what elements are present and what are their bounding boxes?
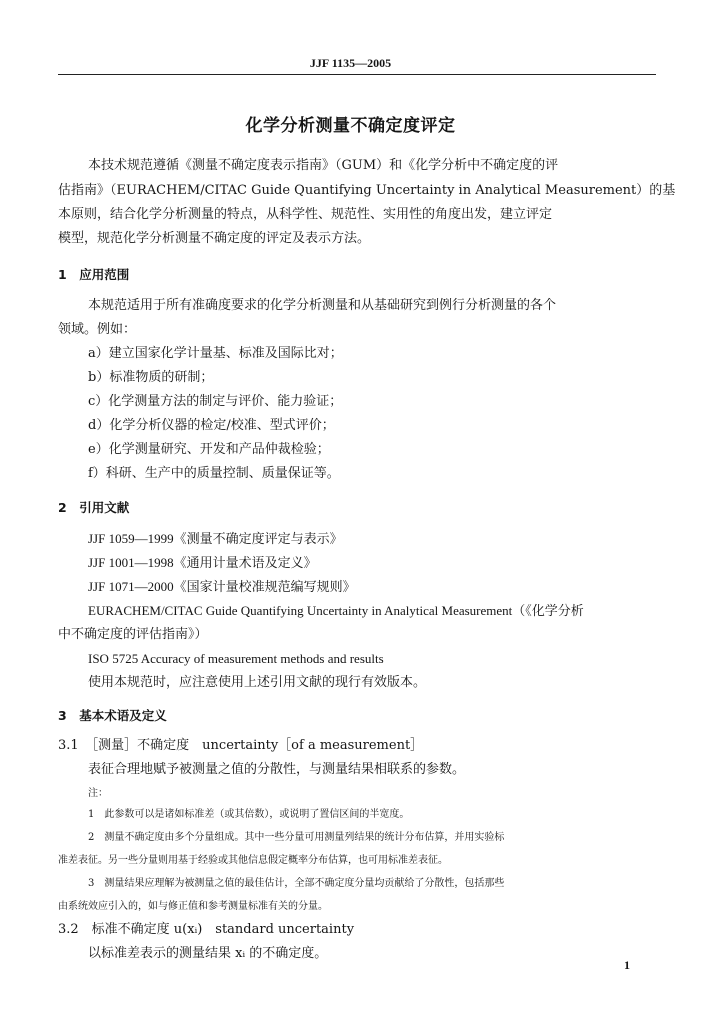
reference-item: JJF 1059—1999《测量不确定度评定与表示》 — [88, 531, 343, 546]
note-line: 由系统效应引入的，如与修正值和参考测量标准有关的分量。 — [58, 901, 328, 912]
intro-line: 估指南》（EURACHEM/CITAC Guide Quantifying Uncertainty in Analytical Measurement）的基 — [58, 183, 676, 198]
term-heading: 3.2 标准不确定度 u(xᵢ) standard uncertainty — [58, 922, 355, 937]
section1-paragraph-line: 领域。例如： — [58, 322, 137, 337]
notes-label: 注： — [88, 788, 108, 799]
reference-item-continued: 中不确定度的评估指南》） — [58, 627, 208, 642]
term-definition: 表征合理地赋予被测量之值的分散性，与测量结果相联系的参数。 — [88, 762, 466, 777]
note-line: 3 测量结果应理解为被测量之值的最佳估计，全部不确定度分量均贡献给了分散性，包括那些 — [88, 878, 505, 889]
list-item: b）标准物质的研制； — [88, 370, 214, 385]
term-definition: 以标准差表示的测量结果 xᵢ 的不确定度。 — [88, 946, 328, 961]
note-line: 1 此参数可以是诸如标准差（或其倍数），或说明了置信区间的半宽度。 — [88, 809, 410, 820]
section-heading: 1 应用范围 — [58, 267, 130, 282]
section-heading: 2 引用文献 — [58, 500, 130, 515]
reference-item: JJF 1071—2000《国家计量校准规范编写规则》 — [88, 579, 356, 594]
intro-line: 模型，规范化学分析测量不确定度的评定及表示方法。 — [58, 231, 371, 246]
intro-line: 本原则，结合化学分析测量的特点，从科学性、规范性、实用性的角度出发，建立评定 — [58, 207, 553, 222]
section1-paragraph-line: 本规范适用于所有准确度要求的化学分析测量和从基础研究到例行分析测量的各个 — [88, 298, 557, 313]
reference-item: JJF 1001—1998《通用计量术语及定义》 — [88, 555, 317, 570]
intro-line: 本技术规范遵循《测量不确定度表示指南》（GUM）和《化学分析中不确定度的评 — [88, 158, 559, 173]
reference-item: EURACHEM/CITAC Guide Quantifying Uncertainty in Analytical Measurement（《化学分析 — [88, 603, 584, 618]
list-item: f）科研、生产中的质量控制、质量保证等。 — [88, 466, 340, 481]
reference-note: 使用本规范时，应注意使用上述引用文献的现行有效版本。 — [88, 675, 427, 690]
section-heading: 3 基本术语及定义 — [58, 708, 167, 723]
header-divider — [58, 74, 656, 75]
note-line: 准差表征。另一些分量则用基于经验或其他信息假定概率分布估算，也可用标准差表征。 — [58, 855, 448, 866]
note-line: 2 测量不确定度由多个分量组成。其中一些分量可用测量列结果的统计分布估算，并用实验标 — [88, 832, 505, 843]
term-heading: 3.1 ［测量］不确定度 uncertainty［of a measurement］ — [58, 738, 424, 753]
page-number: 1 — [624, 958, 630, 972]
list-item: a）建立国家化学计量基、标准及国际比对； — [88, 346, 343, 361]
document-title: 化学分析测量不确定度评定 — [245, 116, 456, 136]
list-item: e）化学测量研究、开发和产品仲裁检验； — [88, 442, 330, 457]
list-item: c）化学测量方法的制定与评价、能力验证； — [88, 394, 343, 409]
list-item: d）化学分析仪器的检定/校准、型式评价； — [88, 418, 335, 433]
standard-code: JJF 1135—2005 — [309, 56, 392, 70]
reference-item: ISO 5725 Accuracy of measurement methods and results — [88, 651, 384, 666]
